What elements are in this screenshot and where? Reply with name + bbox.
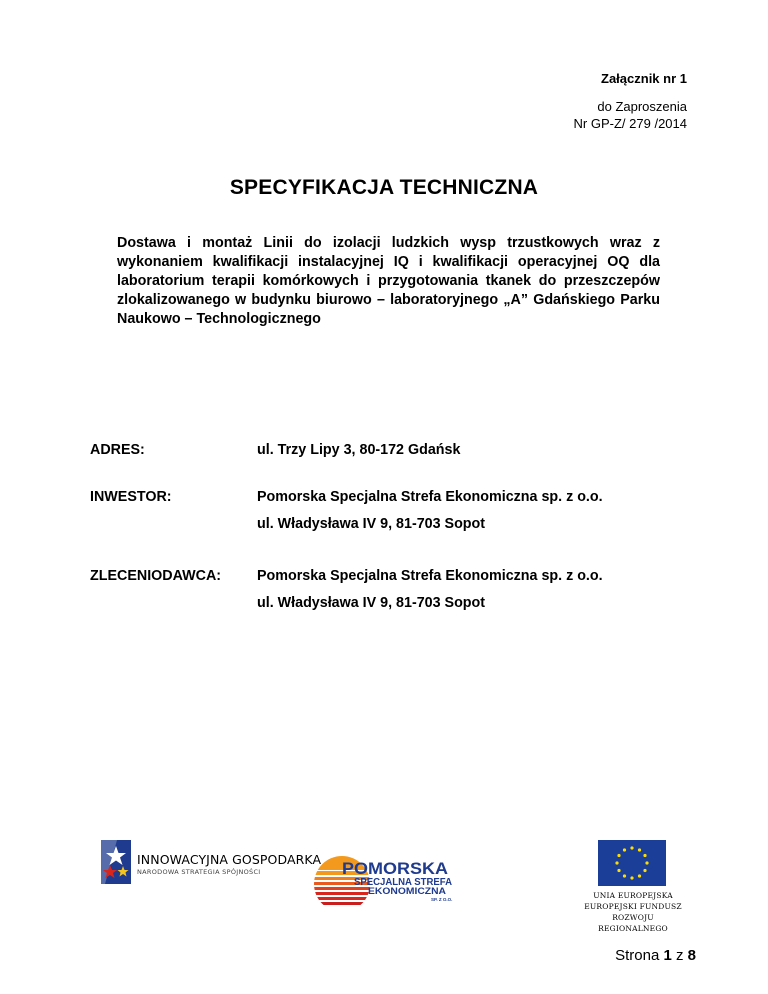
eu-flag-icon xyxy=(598,840,666,886)
eu-line1: UNIA EUROPEJSKA xyxy=(593,891,673,900)
pomorska-line1: POMORSKA xyxy=(342,859,448,878)
innowacyjna-gospodarka-subtitle: NARODOWA STRATEGIA SPÓJNOŚCI xyxy=(137,868,261,876)
annex-reference: Nr GP-Z/ 279 /2014 xyxy=(573,116,687,131)
annex-invitation: do Zaproszenia xyxy=(597,99,687,114)
address-label: ADRES: xyxy=(90,442,145,458)
eu-line2: EUROPEJSKI FUNDUSZ xyxy=(584,902,682,911)
address-value: ul. Trzy Lipy 3, 80-172 Gdańsk xyxy=(257,442,461,458)
client-name: Pomorska Specjalna Strefa Ekonomiczna sp. z o.o. xyxy=(257,568,603,584)
eu-fund-text xyxy=(578,890,688,934)
pomorska-line2: SPECJALNA STREFA xyxy=(354,877,452,888)
innowacyjna-gospodarka-logo-icon xyxy=(97,838,135,886)
page-footer xyxy=(615,947,696,964)
current-page: 1 xyxy=(663,947,672,964)
client-label: ZLECENIODAWCA: xyxy=(90,568,222,584)
pomorska-line4: SP. Z O.O. xyxy=(431,897,453,902)
document-title: SPECYFIKACJA TECHNICZNA xyxy=(229,176,539,199)
of-word: z xyxy=(675,947,684,964)
document-description: Dostawa i montaż Linii do izolacji ludzkich wysp trzustkowych wraz z wykonaniem kwalifikacji instalacyjnej IQ i kwalifikacji operacyjnej OQ dla laboratorium terapii komórkowych i przygotowania tkanek do przeszczepów zlokalizowanego w budynku biurowo – laboratoryjnego „A” Gdańskiego Parku Naukowo – Technologicznego xyxy=(117,235,660,327)
pomorska-line3: EKONOMICZNA xyxy=(368,886,447,896)
total-pages: 8 xyxy=(687,947,696,964)
investor-address: ul. Władysława IV 9, 81-703 Sopot xyxy=(257,516,486,532)
annex-header xyxy=(574,70,687,132)
pomorska-sse-logo-icon xyxy=(312,854,462,910)
page-word: Strona xyxy=(615,947,660,964)
investor-name: Pomorska Specjalna Strefa Ekonomiczna sp. z o.o. xyxy=(257,489,603,505)
investor-label: INWESTOR: xyxy=(90,489,172,505)
annex-number: Załącznik nr 1 xyxy=(601,71,687,86)
innowacyjna-gospodarka-title: INNOWACYJNA GOSPODARKA xyxy=(137,852,322,867)
eu-line3: ROZWOJU REGIONALNEGO xyxy=(598,913,668,933)
client-address: ul. Władysława IV 9, 81-703 Sopot xyxy=(257,595,486,611)
